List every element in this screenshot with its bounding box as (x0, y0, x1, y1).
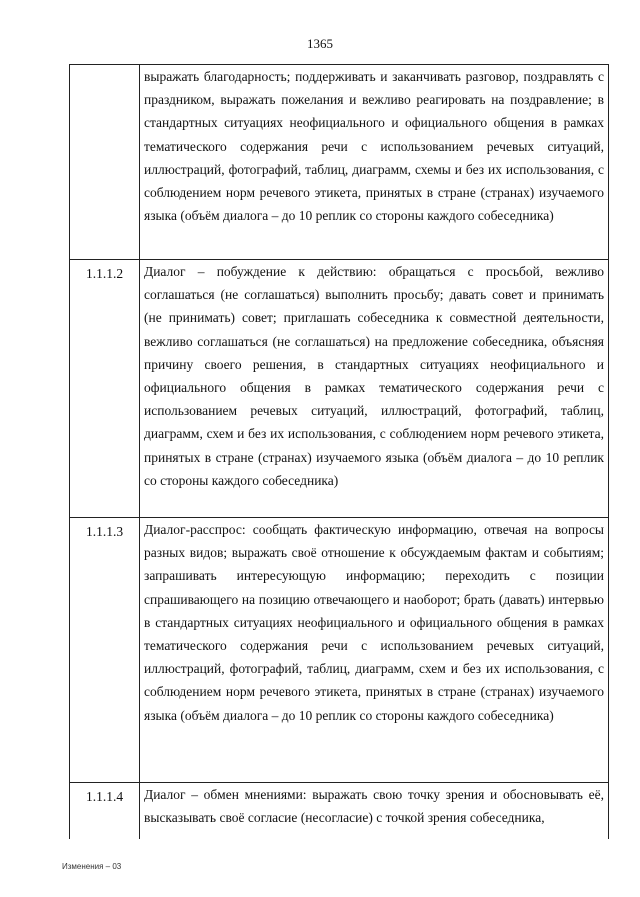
row-number (70, 65, 140, 259)
content-table (69, 64, 609, 839)
row-number: 1.1.1.4 (70, 783, 140, 839)
table-row (70, 783, 608, 839)
row-text: выражать благодарность; поддерживать и заканчивать разговор, поздравлять с праздником, выражать пожелания и вежливо реагировать на поздравление; в стандартных ситуациях неофициального и официального общения в рамках тематического содержания речи с использованием речевых ситуаций, иллюстраций, фотографий, таблиц, диаграмм, схемы и без их использования, с соблюдением норм речевого этикета, принятых в стране (странах) изучаемого языка (объём диалога – до 10 реплик со стороны каждого собеседника) (144, 69, 604, 224)
row-text: Диалог – побуждение к действию: обращаться с просьбой, вежливо соглашаться (не соглашаться) выполнить просьбу; давать совет и принимать (не принимать) совет; приглашать собеседника к совместной деятельности, вежливо соглашаться (не соглашаться) на предложение собеседника, объясняя причину своего решения, в стандартных ситуациях неофициального и официального общения в рамках тематического содержания речи с использованием речевых ситуаций, иллюстраций, фотографий, таблиц, диаграмм, схем и без их использования, с соблюдением норм речевого этикета, принятых в стране (странах) изучаемого языка (объём диалога – до 10 реплик со стороны каждого собеседника) (144, 264, 604, 488)
footer-revision: Изменения – 03 (62, 862, 122, 871)
table-row (70, 65, 608, 260)
row-number: 1.1.1.2 (70, 260, 140, 517)
table-row (70, 260, 608, 518)
row-text: Диалог – обмен мнениями: выражать свою точку зрения и обосновывать её, высказывать своё согласие (несогласие) с точкой зрения собеседника, (144, 787, 604, 826)
row-number: 1.1.1.3 (70, 518, 140, 782)
page-number: 1365 (307, 36, 333, 51)
row-text: Диалог-расспрос: сообщать фактическую информацию, отвечая на вопросы разных видов; выражать своё отношение к обсуждаемым фактам и событиям; запрашивать интересующую информацию; переходить с позиции спрашивающего на позицию отвечающего и наоборот; брать (давать) интервью в стандартных ситуациях неофициального и официального общения в рамках тематического содержания речи с использованием речевых ситуаций, иллюстраций, фотографий, таблиц, диаграмм, схем и без их использования, с соблюдением норм речевого этикета, принятых в стране (странах) изучаемого языка (объём диалога – до 10 реплик со стороны каждого собеседника) (144, 522, 604, 723)
table-row (70, 518, 608, 783)
